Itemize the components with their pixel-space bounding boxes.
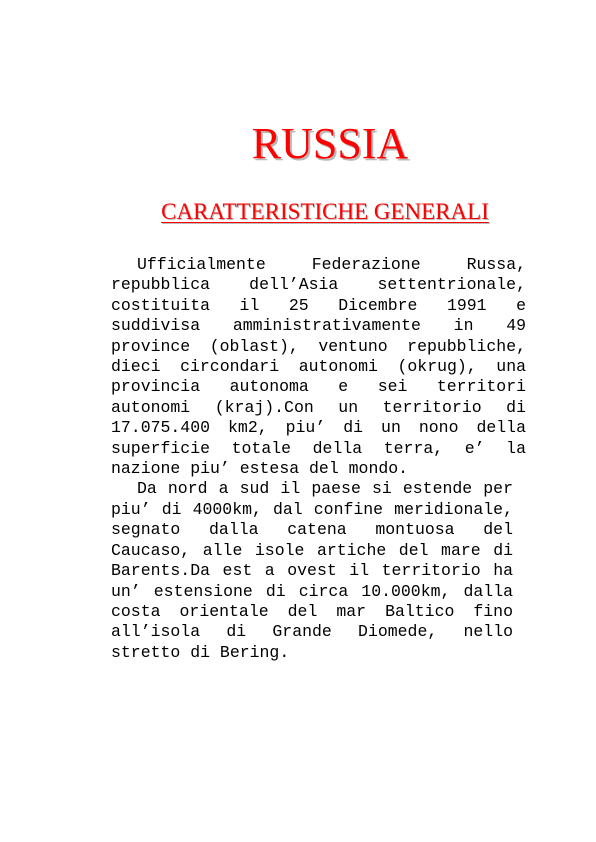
body-text bbox=[111, 255, 526, 663]
paragraph: Ufficialmente Federazione Russa, repubblica dell’Asia settentrionale, costituita il 25 Dicembre 1991 e suddivisa amministrativamente in 49 province (oblast), ventuno repubbliche, dieci circondari autonomi (okrug), una provincia autonoma e sei territori autonomi (kraj).Con un territorio di 17.075.400 km2, piu’ di un nono della superficie totale della terra, e’ la nazione piu’ estesa del mondo. bbox=[111, 255, 526, 479]
page-title: RUSSIA bbox=[251, 119, 409, 168]
section-heading: CARATTERISTICHE GENERALI bbox=[161, 199, 489, 224]
paragraph: Da nord a sud il paese si estende per piu’ di 4000km, dal confine meridionale, segnato dalla catena montuosa del Caucaso, alle isole artiche del mare di Barents.Da est a ovest il territorio ha un’ estensione di circa 10.000km, dalla costa orientale del mar Baltico fino all’isola di Grande Diomede, nello stretto di Bering. bbox=[111, 479, 513, 662]
